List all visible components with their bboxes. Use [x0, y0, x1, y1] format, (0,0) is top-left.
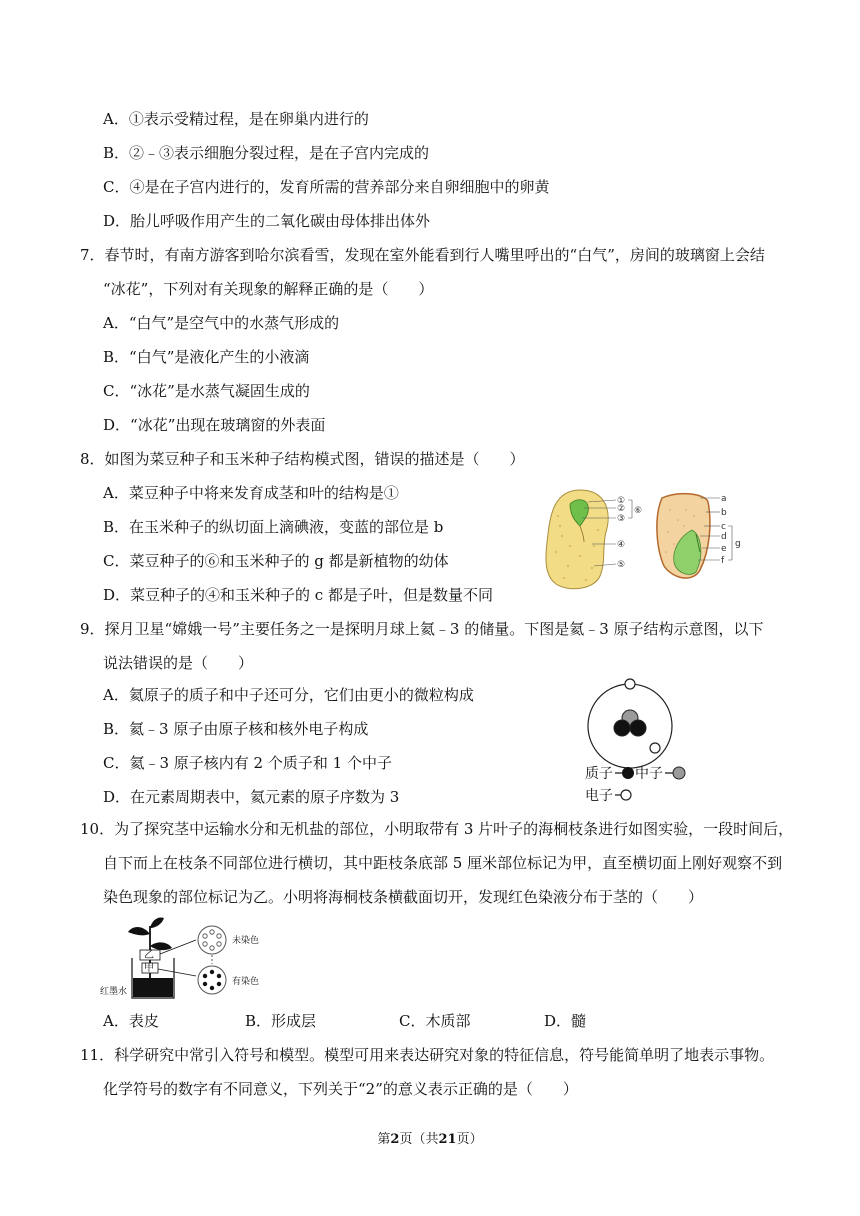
q7-option-d: D．“冰花”出现在玻璃窗的外表面 [103, 416, 326, 434]
q10-option-b: B．形成层 [245, 1012, 317, 1030]
legend-electron-label: 电子 [585, 788, 613, 804]
q7-option-c: C．“冰花”是水蒸气凝固生成的 [103, 382, 310, 400]
corn-label-c: c [721, 522, 726, 532]
label-red-ink: 红墨水 [100, 987, 128, 997]
q10-option-a: A．表皮 [103, 1012, 159, 1030]
corn-label-d: d [721, 532, 727, 542]
electron-top [625, 679, 635, 689]
corn-label-b: b [721, 508, 727, 518]
q10-stem-line1: 10．为了探究茎中运输水分和无机盐的部位，小明取带有 3 片叶子的海桐枝条进行如图实验，一段时间后， [80, 820, 794, 838]
page-footer [0, 1128, 860, 1147]
q7-stem-line1: 7．春节时，有南方游客到哈尔滨看雪，发现在室外能看到行人嘴里呼出的“白气”，房间的玻璃窗上会结 [80, 246, 765, 264]
q7-option-b: B．“白气”是液化产生的小液滴 [103, 348, 310, 366]
legend-proton-dot [622, 767, 634, 779]
q8-option-c: C．菜豆种子的⑥和玉米种子的 g 都是新植物的幼体 [103, 552, 449, 570]
q9-stem-line1: 9．探月卫星“嫦娥一号”主要任务之一是探明月球上氦﹣3 的储量。下图是氦﹣3 原子结构示意图，以下 [80, 620, 764, 638]
q8-option-d: D．菜豆种子的④和玉米种子的 c 都是子叶，但是数量不同 [103, 586, 493, 604]
corn-label-a: a [721, 494, 727, 504]
bean-label-2: ② [617, 504, 626, 514]
q11-stem-line1: 11．科学研究中常引入符号和模型。模型可用来表达研究对象的特征信息，符号能简单明了地表示事物。 [80, 1046, 775, 1064]
q9-option-c: C．氦﹣3 原子核内有 2 个质子和 1 个中子 [103, 754, 392, 772]
seed-structure-figure [540, 486, 760, 592]
q9-stem-line2: 说法错误的是（ ） [103, 654, 254, 672]
q9-option-a: A．氦原子的质子和中子还可分，它们由更小的微粒构成 [103, 686, 474, 704]
cross-section-unstained [198, 926, 226, 954]
q10-option-c: C．木质部 [399, 1012, 471, 1030]
q10-stem-line2: 自下而上在枝条不同部位进行横切，其中距枝条底部 5 厘米部位标记为甲，直至横切面上刚好观察不到 [103, 854, 783, 872]
bean-label-1: ① [617, 496, 626, 506]
electron-bottom [650, 743, 660, 753]
stem-dye-experiment-figure [100, 914, 270, 1004]
legend-neutron-dot [673, 767, 685, 779]
footer-mid: 页（共 [399, 1132, 439, 1147]
nucleus-proton-2 [630, 720, 646, 736]
legend-proton-label: 质子 [585, 766, 613, 782]
q7-option-a: A．“白气”是空气中的水蒸气形成的 [103, 314, 340, 332]
q9-option-b: B．氦﹣3 原子由原子核和核外电子构成 [103, 720, 369, 738]
footer-prefix: 第 [377, 1132, 391, 1147]
bean-label-6: ⑥ [634, 506, 643, 516]
q7-stem-line2: “冰花”，下列对有关现象的解释正确的是（ ） [103, 280, 434, 298]
q10-stem-line3: 染色现象的部位标记为乙。小明将海桐枝条横截面切开，发现红色染液分布于茎的（ ） [103, 888, 704, 906]
q6-option-b: B．②﹣③表示细胞分裂过程，是在子宫内完成的 [103, 144, 430, 162]
bean-label-3: ③ [617, 514, 626, 524]
footer-page-number: 2 [390, 1132, 400, 1147]
legend-neutron-label: 中子 [635, 766, 663, 782]
q8-option-b: B．在玉米种子的纵切面上滴碘液，变蓝的部位是 b [103, 518, 444, 536]
corn-label-f: f [721, 556, 725, 566]
q9-option-d: D．在元素周期表中，氦元素的原子序数为 3 [103, 788, 400, 806]
legend-electron-dot [621, 790, 631, 800]
q8-option-a: A．菜豆种子中将来发育成茎和叶的结构是① [103, 484, 399, 502]
corn-label-e: e [721, 544, 727, 554]
helium3-atom-figure [585, 672, 695, 806]
label-jia: 甲 [144, 963, 154, 974]
bean-label-5: ⑤ [617, 560, 626, 570]
bean-label-4: ④ [617, 540, 626, 550]
nucleus-proton-1 [614, 720, 630, 736]
corn-label-g: g [735, 539, 741, 549]
footer-suffix: 页） [456, 1132, 483, 1147]
q6-option-d: D．胎儿呼吸作用产生的二氧化碳由母体排出体外 [103, 212, 431, 230]
q6-option-c: C．④是在子宫内进行的，发育所需的营养部分来自卵细胞中的卵黄 [103, 178, 550, 196]
label-unstained: 未染色 [232, 936, 260, 946]
q6-option-a: A．①表示受精过程，是在卵巢内进行的 [103, 110, 369, 128]
q11-stem-line2: 化学符号的数字有不同意义，下列关于“2”的意义表示正确的是（ ） [103, 1080, 578, 1098]
footer-total-pages: 21 [438, 1132, 457, 1147]
label-stained: 有染色 [232, 977, 260, 987]
q10-option-d: D．髓 [544, 1012, 587, 1030]
q8-stem: 8．如图为菜豆种子和玉米种子结构模式图，错误的描述是（ ） [80, 450, 525, 468]
label-yi: 乙 [144, 950, 154, 961]
